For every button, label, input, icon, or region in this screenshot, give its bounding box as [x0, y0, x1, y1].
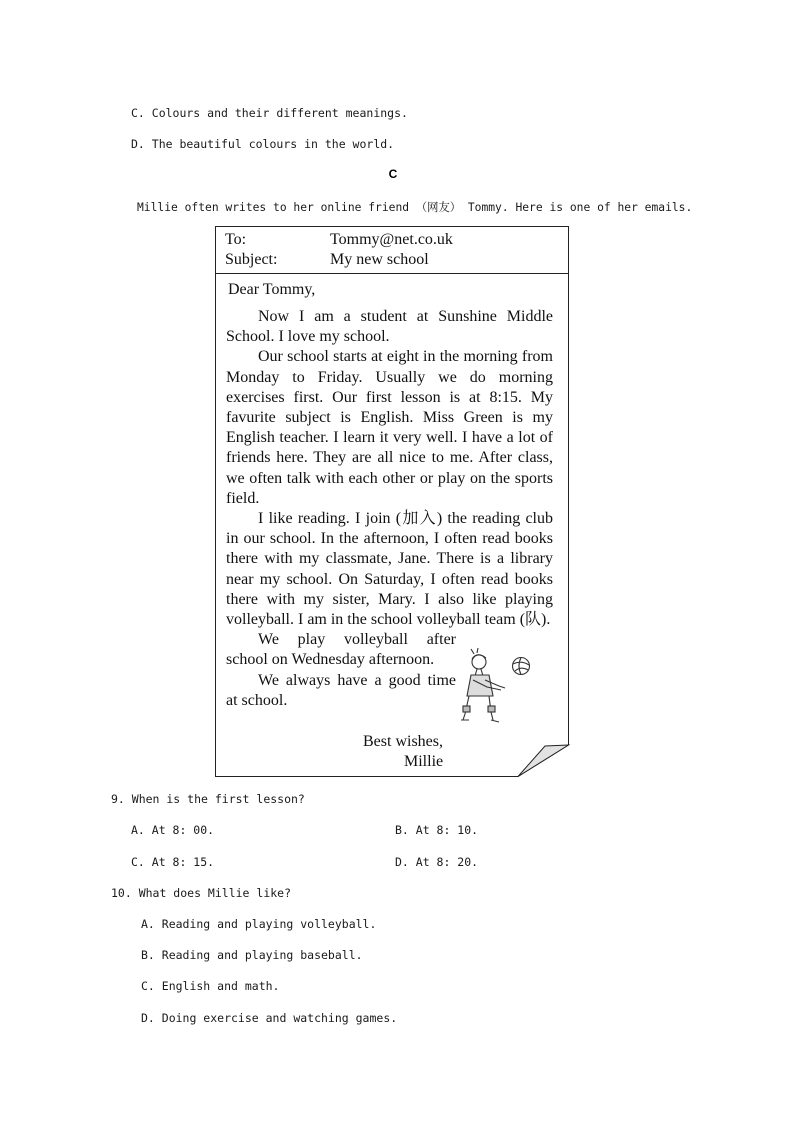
- closing: Best wishes,: [363, 733, 443, 750]
- passage-intro: Millie often writes to her online friend （网友） Tommy. Here is one of her emails.: [137, 201, 693, 214]
- to-label: To:: [225, 231, 247, 248]
- question-10: 10. What does Millie like?: [111, 886, 292, 900]
- paragraph-4: We play volleyball after school on Wednesday afternoon.: [226, 631, 456, 669]
- greeting: Dear Tommy,: [228, 281, 316, 298]
- subject-label: Subject:: [225, 251, 278, 268]
- subject-value: My new school: [330, 251, 429, 268]
- question-9: 9. When is the first lesson?: [111, 792, 305, 806]
- paragraph-5: We always have a good time at school.: [226, 671, 456, 709]
- option-d-prev: D. The beautiful colours in the world.: [131, 137, 395, 151]
- option-c-prev: C. Colours and their different meanings.: [131, 106, 408, 120]
- q10-option-b[interactable]: B. Reading and playing baseball.: [141, 948, 363, 962]
- q10-option-a[interactable]: A. Reading and playing volleyball.: [141, 917, 377, 931]
- q9-option-a[interactable]: A. At 8: 00.: [131, 823, 215, 837]
- signature: Millie: [404, 753, 444, 770]
- q10-option-d[interactable]: D. Doing exercise and watching games.: [141, 1011, 398, 1025]
- q9-option-b[interactable]: B. At 8: 10.: [395, 823, 479, 837]
- paragraph-3: I like reading. I join (加入) the reading club in our school. In the afternoon, I often read books there with my classmate, Jane. There is a library near my school. On Saturday, I often read books there with my sister, Mary. I also like playing volleyball. I am in the school volleyball team (队).: [226, 510, 553, 629]
- q9-option-c[interactable]: C. At 8: 15.: [131, 855, 215, 869]
- to-address: Tommy@net.co.uk: [330, 231, 453, 248]
- paragraph-1: Now I am a student at Sunshine Middle School. I love my school.: [226, 308, 553, 346]
- q10-option-c[interactable]: C. English and math.: [141, 979, 280, 993]
- paragraph-2: Our school starts at eight in the morning from Monday to Friday. Usually we do morning exercises first. Our first lesson is at 8:15. My favurite subject is English. Miss Green is my English teacher. I learn it very well. I have a lot of friends here. They are all nice to me. After class, we often talk with each other or play on the sports field.: [226, 348, 553, 507]
- email-card: [215, 226, 569, 776]
- section-label: C: [388, 167, 398, 181]
- q9-option-d[interactable]: D. At 8: 20.: [395, 855, 479, 869]
- volleyball-girl-illustration: [455, 646, 535, 734]
